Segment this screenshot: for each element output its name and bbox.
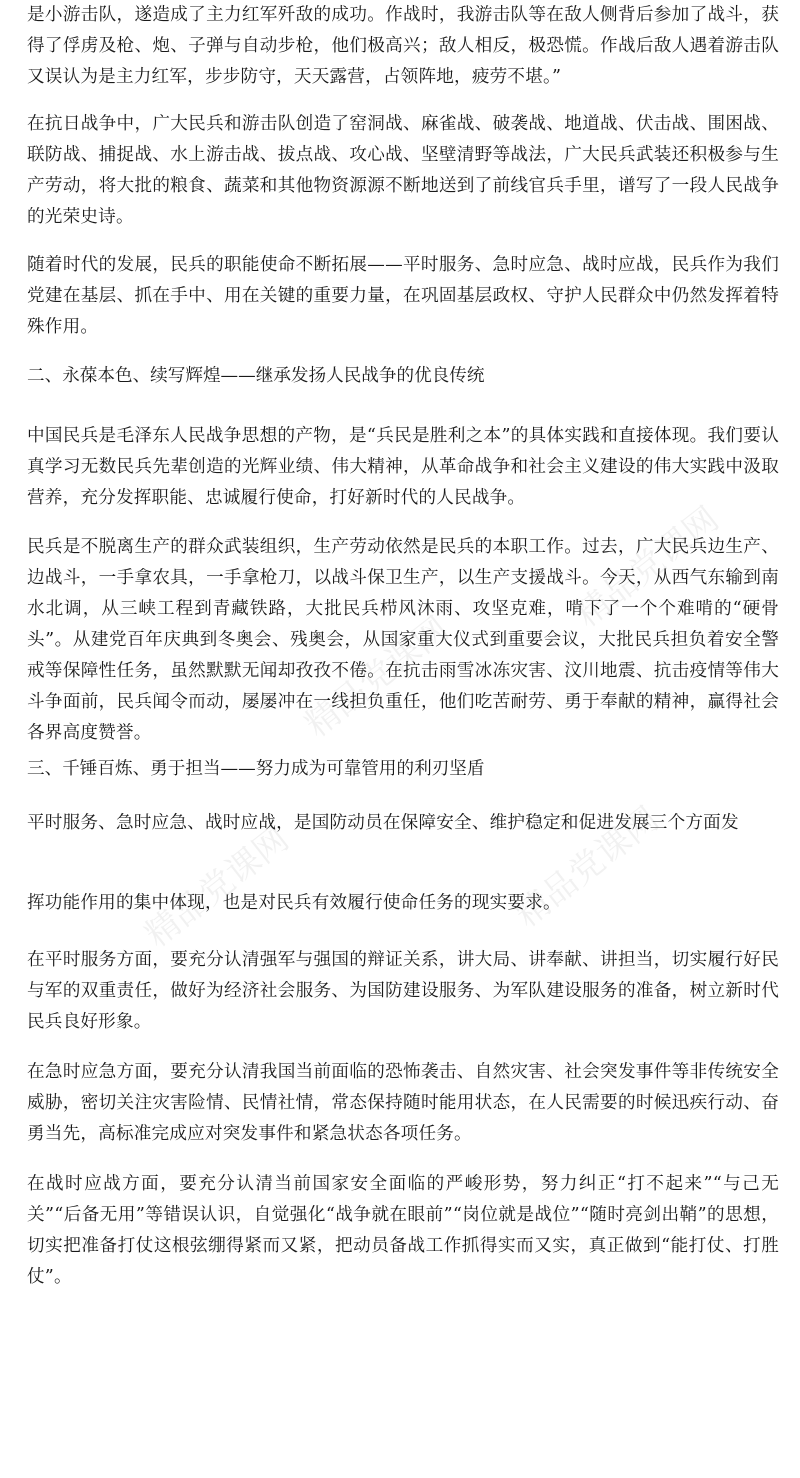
section-heading-2: 二、永葆本色、续写辉煌——继承发扬人民战争的优良传统	[27, 366, 485, 386]
watermark-4: 精品党课网	[137, 819, 297, 956]
watermark-3: 精品党课网	[507, 799, 667, 936]
paragraph-three-duties-start: 平时服务、急时应急、战时应战，是国防动员在保障安全、维护稳定和促进发展三个方面发	[27, 813, 739, 833]
paragraph-era-development: 随着时代的发展，民兵的职能使命不断拓展——平时服务、急时应急、战时应战，民兵作为我们党建在基层、抓在手中、用在关键的重要力量，在巩固基层政权、守护人民群众中仍然发挥着特殊作用。	[27, 255, 779, 337]
section-heading-3: 三、千锤百炼、勇于担当——努力成为可靠管用的利刃坚盾	[27, 759, 485, 779]
paragraph-people-war-thought: 中国民兵是毛泽东人民战争思想的产物，是“兵民是胜利之本”的具体实践和直接体现。我们要认真学习无数民兵先辈创造的光辉业绩、伟大精神，从革命战争和社会主义建设的伟大实践中汲取营养，充分发挥职能、忠诚履行使命，打好新时代的人民战争。	[27, 426, 779, 508]
paragraph-wartime-combat: 在战时应战方面，要充分认清当前国家安全面临的严峻形势，努力纠正“打不起来”“与己无关”“后备无用”等错误认识，自觉强化“战争就在眼前”“岗位就是战位”“随时亮剑出鞘”的思想，切实把准备打仗这根弦绷得紧而又紧，把动员备战工作抓得实而又实，真正做到“能打仗、打胜仗”。	[27, 1174, 779, 1287]
paragraph-peacetime-service: 在平时服务方面，要充分认清强军与强国的辩证关系，讲大局、讲奉献、讲担当，切实履行好民与军的双重责任，做好为经济社会服务、为国防建设服务、为军队建设服务的准备，树立新时代民兵良好形象。	[27, 950, 779, 1032]
watermark-1: 精品党课网	[567, 499, 727, 636]
paragraph-anti-japanese-war: 在抗日战争中，广大民兵和游击队创造了窑洞战、麻雀战、破袭战、地道战、伏击战、围困战、联防战、捕捉战、水上游击战、拔点战、攻心战、坚壁清野等战法，广大民兵武装还积极参与生产劳动，将大批的粮食、蔬菜和其他物资源源不断地送到了前线官兵手里，谱写了一段人民战争的光荣史诗。	[27, 114, 779, 227]
watermark-2: 精品党课网	[297, 609, 457, 746]
paragraph-production-labor: 民兵是不脱离生产的群众武装组织，生产劳动依然是民兵的本职工作。过去，广大民兵边生产、边战斗，一手拿农具，一手拿枪刀，以战斗保卫生产，以生产支援战斗。今天，从西气东输到南水北调，从三峡工程到青藏铁路，大批民兵栉风沐雨、攻坚克难，啃下了一个个难啃的“硬骨头”。从建党百年庆典到冬奥会、残奥会，从国家重大仪式到重要会议，大批民兵担负着安全警戒等保障性任务，虽然默默无闻却孜孜不倦。在抗击雨雪冰冻灾害、汶川地震、抗击疫情等伟大斗争面前，民兵闻令而动，屡屡冲在一线担负重任，他们吃苦耐劳、勇于奉献的精神，赢得社会各界高度赞誉。	[27, 537, 779, 743]
paragraph-guerrilla-success: 是小游击队，遂造成了主力红军歼敌的成功。作战时，我游击队等在敌人侧背后参加了战斗，获得了俘虏及枪、炮、子弹与自动步枪，他们极高兴；敌人相反，极恐慌。作战后敌人遇着游击队又误认为是主力红军，步步防守，天天露营，占领阵地，疲劳不堪。”	[27, 5, 779, 87]
paragraph-three-duties-cont: 挥功能作用的集中体现，也是对民兵有效履行使命任务的现实要求。	[27, 893, 561, 913]
paragraph-emergency-response: 在急时应急方面，要充分认清我国当前面临的恐怖袭击、自然灾害、社会突发事件等非传统安全威胁，密切关注灾害险情、民情社情，常态保持随时能用状态，在人民需要的时候迅疾行动、奋勇当先，高标准完成应对突发事件和紧急状态各项任务。	[27, 1062, 779, 1144]
